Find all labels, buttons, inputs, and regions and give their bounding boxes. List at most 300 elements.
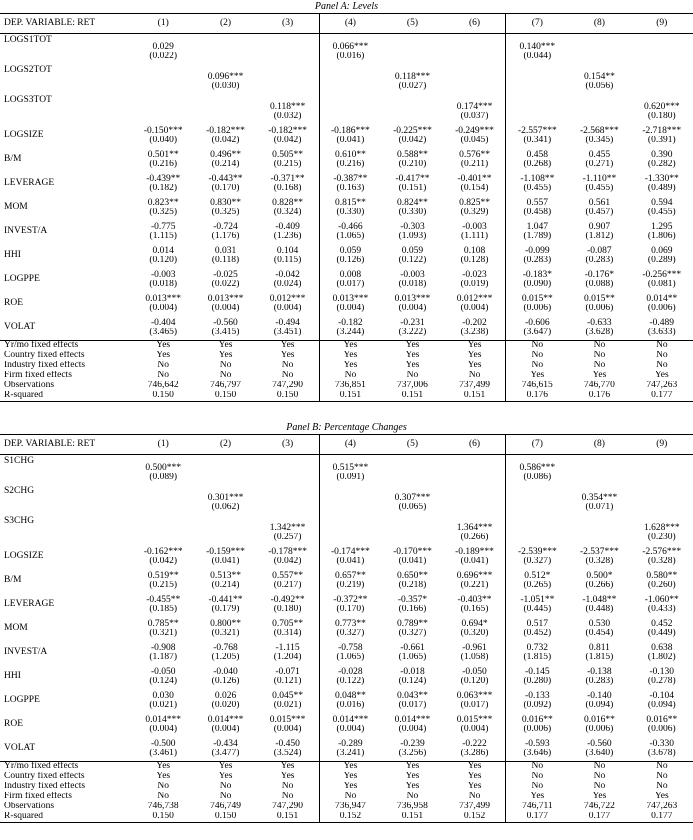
coef-cell: -0.189*** [455,546,494,557]
stat-cell: Yes [280,340,295,351]
variable-label: INVEST/A [4,647,48,658]
coef-cell [444,34,506,53]
se-cell: (0.282) [647,160,676,169]
se-cell: (0.071) [585,503,614,512]
column-header: (1) [157,17,169,28]
se-cell: (0.271) [585,160,614,169]
coef-cell: -2.557*** [506,124,568,136]
stat-cell: No [506,341,568,352]
se-cell [257,82,319,94]
coef-cell: -0.560 [213,317,238,328]
coef-cell: 0.638 [651,642,673,653]
coef-cell: 0.517 [506,617,568,629]
se-cell: (0.314) [273,629,302,638]
coef-cell: 0.013*** [145,293,182,304]
stat-cell: Yes [218,772,233,782]
coef-cell [568,515,630,533]
stat-cell: Yes [319,762,381,773]
stat-cell: Yes [156,761,171,772]
se-cell: (3.678) [647,749,676,758]
se-cell: (0.126) [319,256,381,268]
coef-row [0,713,693,725]
se-cell: (0.211) [460,160,489,169]
coef-cell: -0.455** [146,594,181,605]
se-cell: (0.022) [211,280,240,289]
coef-cell: 0.013*** [207,293,244,304]
stat-label: Industry fixed effects [4,782,86,792]
stat-label: Yr/mo fixed effects [4,761,79,772]
se-cell: (0.126) [211,677,240,686]
se-cell: (0.166) [398,605,427,614]
variable-label: HHI [4,671,21,682]
se-cell: (0.280) [506,677,568,689]
variable-label: LEVERAGE [4,599,55,610]
se-cell: (0.214) [211,160,240,169]
coef-cell: 0.512* [506,569,568,581]
coef-cell: 0.907 [588,221,611,232]
se-cell: (0.088) [585,280,614,289]
stat-cell: 736,958 [397,802,428,812]
stat-cell: Yes [156,351,171,361]
stat-label: Firm fixed effects [4,792,72,802]
coef-cell: 0.557 [506,196,568,208]
se-cell: (3.415) [211,328,240,337]
stat-row [0,792,693,802]
stat-cell: 746,770 [583,381,615,391]
coef-cell: -0.758 [319,641,381,653]
se-cell: (0.004) [319,725,381,737]
stat-cell: Yes [405,782,420,792]
coef-cell [319,485,381,503]
coef-cell: 0.015** [506,292,568,304]
stat-row [0,341,693,352]
se-cell [132,112,194,124]
se-cell: (0.020) [211,701,240,710]
se-cell: (0.454) [585,629,614,638]
stat-cell: Yes [319,782,381,792]
stat-label: Country fixed effects [4,772,85,782]
variable-label: LOGPPE [4,274,40,285]
se-cell [444,503,506,515]
variable-label: LOGSIZE [4,551,44,562]
coef-cell: 0.515*** [319,455,381,474]
se-cell [631,52,693,64]
panel-a-table [0,13,693,402]
header-row [0,435,693,455]
se-cell [257,503,319,515]
stat-cell: No [319,792,381,802]
coef-cell: -0.003 [400,269,425,280]
coef-cell: 0.519** [147,570,179,581]
stat-cell: No [593,761,606,772]
coef-cell: -1.108** [506,172,568,184]
variable-label: ROE [4,298,23,309]
stat-cell: No [655,340,668,351]
stat-row [0,772,693,782]
coef-cell: 0.696*** [456,570,493,581]
se-cell: (0.260) [647,581,676,590]
se-cell: (0.320) [460,629,489,638]
stat-cell: No [655,351,668,361]
se-cell [319,533,381,545]
coef-row [0,34,693,53]
coef-cell: 0.800** [210,618,241,629]
coef-cell: 0.014*** [394,714,431,725]
coef-cell: -0.050 [462,666,487,677]
stat-cell: Yes [156,772,171,782]
stat-row [0,391,693,402]
coef-row [0,569,693,581]
se-cell: (0.221) [460,581,489,590]
stat-row [0,812,693,823]
coef-cell: -0.186*** [319,124,381,136]
coef-cell: -0.443** [208,173,243,184]
se-cell: (0.017) [319,280,381,292]
coef-cell: 0.455 [588,149,611,160]
stat-cell: No [281,782,294,792]
coef-cell [194,34,256,53]
se-cell: (3.241) [319,749,381,762]
stat-cell: No [593,340,606,351]
se-cell [506,503,568,515]
se-cell [631,82,693,94]
se-cell: (1.065) [319,232,381,244]
coef-cell [257,455,319,474]
stat-cell: Yes [654,792,669,802]
se-cell: (0.018) [149,280,178,289]
coef-cell [506,64,568,82]
coef-cell: -0.439** [146,173,181,184]
coef-cell: -0.140 [587,690,612,701]
coef-cell [257,64,319,82]
stat-cell: Yes [467,351,482,361]
se-cell: (0.278) [647,677,676,686]
se-cell: (0.042) [273,557,302,566]
coef-cell: -0.239 [400,738,425,749]
se-cell: (0.118) [211,256,240,265]
coef-cell: -0.768 [213,642,238,653]
se-cell: (0.216) [319,160,381,172]
se-cell: (0.452) [506,629,568,641]
variable-label: LEVERAGE [4,178,55,189]
stat-cell: No [593,782,606,792]
stat-cell: 0.176 [506,391,568,402]
se-cell: (0.042) [149,557,178,566]
coef-cell: -0.099 [506,244,568,256]
se-cell: (0.165) [460,605,489,614]
column-header: (9) [656,17,668,28]
coef-cell: -1.110** [582,173,617,184]
coef-cell: 0.104 [276,245,299,256]
coef-cell: -0.256*** [642,269,682,280]
stat-cell: No [655,361,668,371]
stat-label: Country fixed effects [4,351,85,361]
coef-cell: 0.610** [319,148,381,160]
stat-cell: No [219,792,232,802]
coef-cell [319,515,381,533]
stat-cell: No [319,371,381,381]
column-header: (2) [219,17,232,28]
coef-cell: 0.705** [272,618,304,629]
coef-cell [631,34,693,53]
se-cell: (0.045) [460,136,489,145]
coef-cell: -0.050 [150,666,176,677]
coef-cell: -0.404 [150,317,176,328]
se-cell: (1.812) [585,232,614,241]
stat-cell: 0.150 [152,812,174,822]
variable-label: LOGS1TOT [4,35,52,45]
se-cell: (0.042) [398,136,427,145]
se-cell: (0.090) [506,280,568,292]
coef-cell: 0.452 [651,618,673,629]
se-cell: (0.448) [585,605,614,614]
coef-cell: -0.409 [275,221,300,232]
coef-cell: 0.307*** [394,492,431,503]
se-cell: (1.205) [211,653,240,662]
coef-row [0,220,693,232]
se-cell [444,52,506,64]
se-cell: (0.124) [149,677,178,686]
coef-cell: 0.026 [214,690,237,701]
se-cell: (0.062) [211,503,240,512]
column-header: (8) [593,438,605,449]
se-cell: (0.449) [647,629,676,638]
stat-cell: No [593,772,606,782]
se-cell: (0.154) [460,184,489,193]
variable-label: LOGPPE [4,695,40,706]
coef-cell: 0.530 [588,618,611,629]
se-cell: (3.465) [149,328,178,337]
se-cell: (0.006) [585,304,614,313]
coef-cell: 0.118*** [269,101,306,112]
coef-row [0,268,693,280]
se-cell: (3.451) [273,328,302,337]
stat-cell: No [406,371,419,381]
se-cell: (0.042) [273,136,302,145]
se-cell [257,52,319,64]
stat-row [0,371,693,381]
coef-cell: 0.014*** [319,713,381,725]
coef-cell [568,455,630,474]
se-cell [319,82,381,94]
se-cell: (0.016) [319,52,381,64]
stat-cell: No [506,351,568,361]
stat-cell: Yes [592,792,607,802]
stat-cell: No [655,761,668,772]
se-cell: (0.041) [211,557,240,566]
column-header: (5) [406,17,418,28]
se-cell: (0.458) [506,208,568,220]
stat-cell: 746,738 [147,802,179,812]
se-cell: (0.265) [506,581,568,593]
panel-b-title: Panel B: Percentage Changes [286,422,407,433]
coef-cell: 0.069 [651,245,673,256]
coef-cell: 0.015*** [269,714,306,725]
coef-cell: 0.063*** [456,690,493,701]
stat-cell: Yes [506,792,568,802]
coef-cell: 0.354*** [581,492,618,503]
se-cell: (0.004) [273,725,302,734]
se-cell: (0.433) [647,605,676,614]
column-header: (4) [319,14,381,34]
se-cell: (0.182) [149,184,178,193]
stat-cell: No [506,772,568,782]
se-cell: (0.257) [273,533,302,542]
se-cell [381,112,443,124]
column-header: (4) [319,435,381,455]
stat-label: Firm fixed effects [4,371,72,381]
se-cell: (0.027) [398,82,427,91]
se-cell: (0.122) [398,256,427,265]
coef-cell [132,64,194,82]
coef-cell: -0.023 [462,269,487,280]
se-cell: (0.455) [506,184,568,196]
coef-cell: 0.789** [397,618,428,629]
se-cell: (0.004) [460,725,489,734]
coef-cell [506,94,568,112]
panel-a-title: Panel A: Levels [314,1,379,12]
coef-cell: 0.815** [319,196,381,208]
coef-cell: 0.773** [319,617,381,629]
se-cell: (1.111) [461,232,489,241]
coef-cell: 0.500*** [145,462,182,473]
coef-row [0,124,693,136]
coef-cell: -0.494 [275,317,300,328]
coef-cell: 0.576** [459,149,490,160]
se-cell: (3.628) [585,328,614,337]
coef-cell: -0.222 [462,738,487,749]
coef-cell: 0.015*** [456,714,493,725]
variable-label: B/M [4,154,22,165]
coef-cell: 0.008 [319,268,381,280]
se-cell: (0.032) [273,112,302,121]
se-cell [194,533,256,545]
coef-cell: 0.694* [461,618,488,629]
stat-cell: 0.151 [401,812,424,822]
coef-cell: 0.823** [147,197,179,208]
coef-cell: 0.031 [214,245,237,256]
stat-cell: Yes [506,371,568,381]
stat-row [0,762,693,773]
dep-variable-label: DEP. VARIABLE: RET [4,438,96,449]
se-cell: (0.004) [398,304,427,313]
stat-cell: 746,749 [210,802,241,812]
coef-cell: -0.633 [587,317,612,328]
coef-cell: 0.043** [397,690,428,701]
coef-row [0,593,693,605]
stat-cell: No [157,361,170,371]
stat-cell: No [157,792,170,802]
coef-cell: -0.159*** [206,546,245,557]
stat-cell: 0.150 [152,391,174,401]
coef-cell [194,455,256,474]
coef-cell [257,34,319,53]
se-cell [568,473,630,485]
se-cell [381,533,443,545]
coef-cell [132,515,194,533]
coef-cell [319,94,381,112]
stat-cell: No [157,371,170,381]
se-cell: (0.094) [585,701,614,710]
column-header: (2) [219,438,232,449]
coef-cell: -0.560 [587,738,612,749]
stat-cell: 0.177 [651,812,673,822]
se-cell: (0.283) [585,677,614,686]
se-cell: (0.128) [460,256,489,265]
se-cell: (0.081) [647,280,676,289]
se-cell: (0.457) [585,208,614,217]
se-cell: (0.163) [319,184,381,196]
coef-row [0,617,693,629]
coef-cell [381,455,443,474]
se-cell: (1.176) [211,232,240,241]
coef-cell: 0.458 [506,148,568,160]
dep-variable-label: DEP. VARIABLE: RET [4,17,96,28]
stat-cell: Yes [319,351,381,361]
coef-cell [506,515,568,533]
stat-cell: Yes [405,340,420,351]
coef-row [0,665,693,677]
coef-cell [444,485,506,503]
coef-cell: -1.051** [506,593,568,605]
coef-cell [381,94,443,112]
coef-cell: -0.466 [319,220,381,232]
coef-cell: 0.014*** [207,714,244,725]
coef-cell: 0.496** [210,149,241,160]
se-cell: (0.217) [273,581,302,590]
column-header: (5) [406,438,418,449]
coef-cell: -0.724 [213,221,238,232]
stat-cell: 0.151 [401,391,424,401]
se-cell: (0.004) [319,304,381,316]
coef-cell: -0.071 [275,666,300,677]
coef-cell [506,485,568,503]
coef-cell: 1.364*** [456,522,493,533]
coef-row [0,485,693,503]
se-cell: (0.215) [273,160,302,169]
stat-cell: No [281,371,294,381]
coef-cell: -0.178*** [268,546,307,557]
coef-row [0,316,693,328]
stat-cell: No [506,361,568,371]
coef-cell: 0.014 [152,245,174,256]
se-cell: (0.329) [460,208,489,217]
se-cell: (0.006) [506,304,568,316]
stat-cell: 0.152 [463,812,486,822]
coef-cell: 0.016** [506,713,568,725]
coef-row [0,94,693,112]
se-cell: (0.170) [319,605,381,617]
variable-label: B/M [4,575,22,586]
stat-cell: Yes [218,761,233,772]
column-header: (6) [468,17,481,28]
se-cell: (0.120) [460,677,489,686]
coef-row [0,689,693,701]
stat-cell: 0.176 [588,391,611,401]
coef-cell: -0.417** [395,173,430,184]
coef-cell: -0.104 [649,690,675,701]
coef-cell [381,34,443,53]
se-cell: (3.640) [585,749,614,758]
se-cell: (0.041) [460,557,489,566]
coef-cell: -0.003 [150,269,176,280]
coef-cell: 0.174*** [456,101,493,112]
coef-cell: -2.568*** [580,125,619,136]
coef-cell [444,64,506,82]
se-cell: (0.266) [585,581,614,590]
coef-cell: -0.500 [150,738,176,749]
stat-cell: 747,263 [646,381,678,391]
